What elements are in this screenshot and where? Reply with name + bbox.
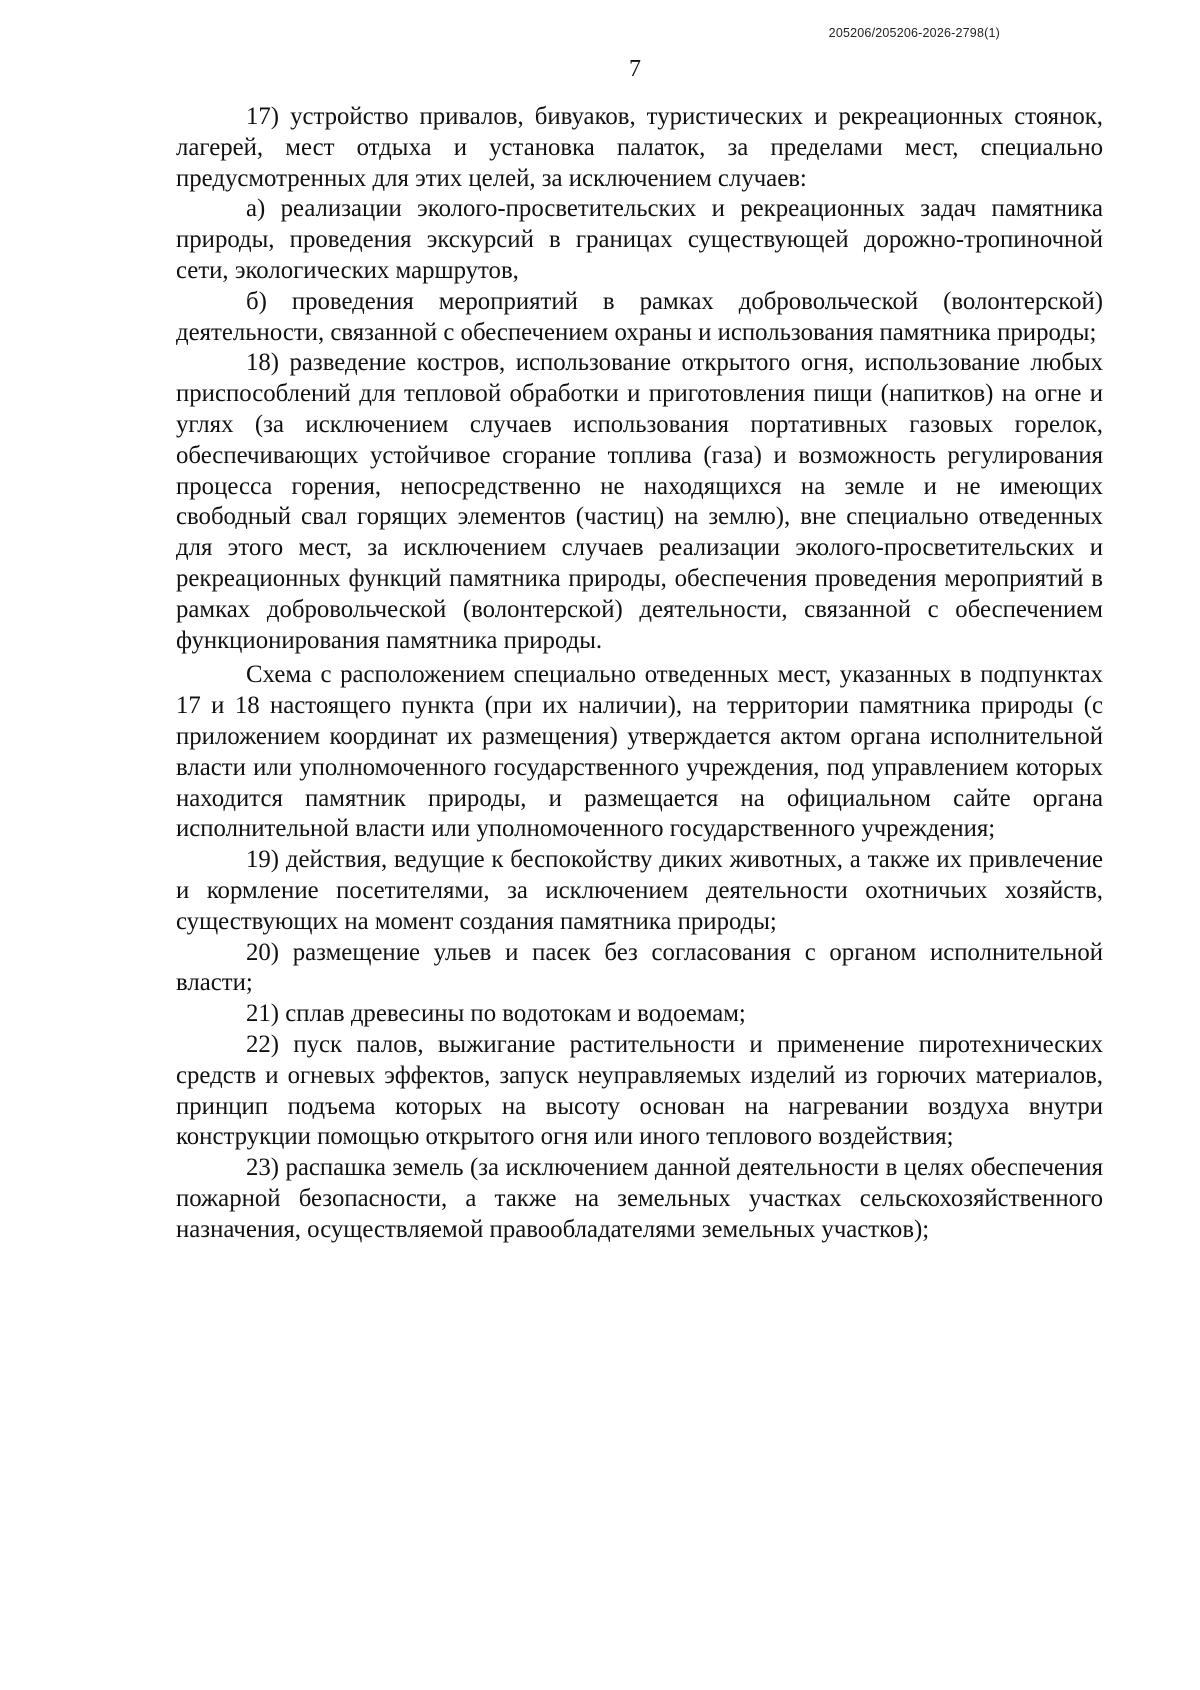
paragraph-item-21: 21) сплав древесины по водотокам и водоемам; (246, 1000, 746, 1028)
document-body (176, 102, 1103, 1245)
paragraph-subitem-b: б) проведения мероприятий в рамках добровольческой (волонтерской) деятельности, связанной с обеспечением охраны и использования памятника природы; (176, 287, 1103, 346)
paragraph-item-18: 18) разведение костров, использование открытого огня, использование любых приспособлений для тепловой обработки и приготовления пищи (напитков) на огне и углях (за исключением случаев использования портативных газовых горелок, обеспечивающих устойчивое сгорание топлива (газа) и возможность регулирования процесса горения, непосредственно не находящихся на земле и не имеющих свободный свал горящих элементов (частиц) на землю), вне специально отведенных для этого мест, за исключением случаев реализации эколого-просветительских и рекреационных функций памятника природы, обеспечения проведения мероприятий в рамках добровольческой (волонтерской) деятельности, связанной с обеспечением функционирования памятника природы. (176, 349, 1103, 654)
paragraph-scheme: Схема с расположением специально отведенных мест, указанных в подпунктах 17 и 18 настоящего пункта (при их наличии), на территории памятника природы (с приложением координат их размещения) утверждается актом органа исполнительной власти или уполномоченного государственного учреждения, под управлением которых находится памятник природы, и размещается на официальном сайте органа исполнительной власти или уполномоченного государственного учреждения; (176, 661, 1103, 843)
paragraph-item-19: 19) действия, ведущие к беспокойству диких животных, а также их привлечение и кормление посетителями, за исключением деятельности охотничьих хозяйств, существующих на момент создания памятника природы; (176, 846, 1103, 935)
paragraph-subitem-a: а) реализации эколого-просветительских и рекреационных задач памятника природы, проведения экскурсий в границах существующей дорожно-тропиночной сети, экологических маршрутов, (176, 195, 1103, 284)
paragraph-item-23: 23) распашка земель (за исключением данной деятельности в целях обеспечения пожарной безопасности, а также на земельных участках сельскохозяйственного назначения, осуществляемой правообладателями земельных участков); (176, 1154, 1103, 1243)
page-number: 7 (629, 56, 641, 82)
paragraph-item-17: 17) устройство привалов, бивуаков, туристических и рекреационных стоянок, лагерей, мест отдыха и установка палаток, за пределами мест, специально предусмотренных для этих целей, за исключением случаев: (176, 103, 1103, 192)
paragraph-item-20: 20) размещение ульев и пасек без согласования с органом исполнительной власти; (176, 938, 1103, 997)
document-code: 205206/205206-2026-2798(1) (828, 26, 1000, 40)
paragraph-item-22: 22) пуск палов, выжигание растительности и применение пиротехнических средств и огневых эффектов, запуск неуправляемых изделий из горючих материалов, принцип подъема которых на высоту основан на нагревании воздуха внутри конструкции помощью открытого огня или иного теплового воздействия; (176, 1030, 1103, 1151)
